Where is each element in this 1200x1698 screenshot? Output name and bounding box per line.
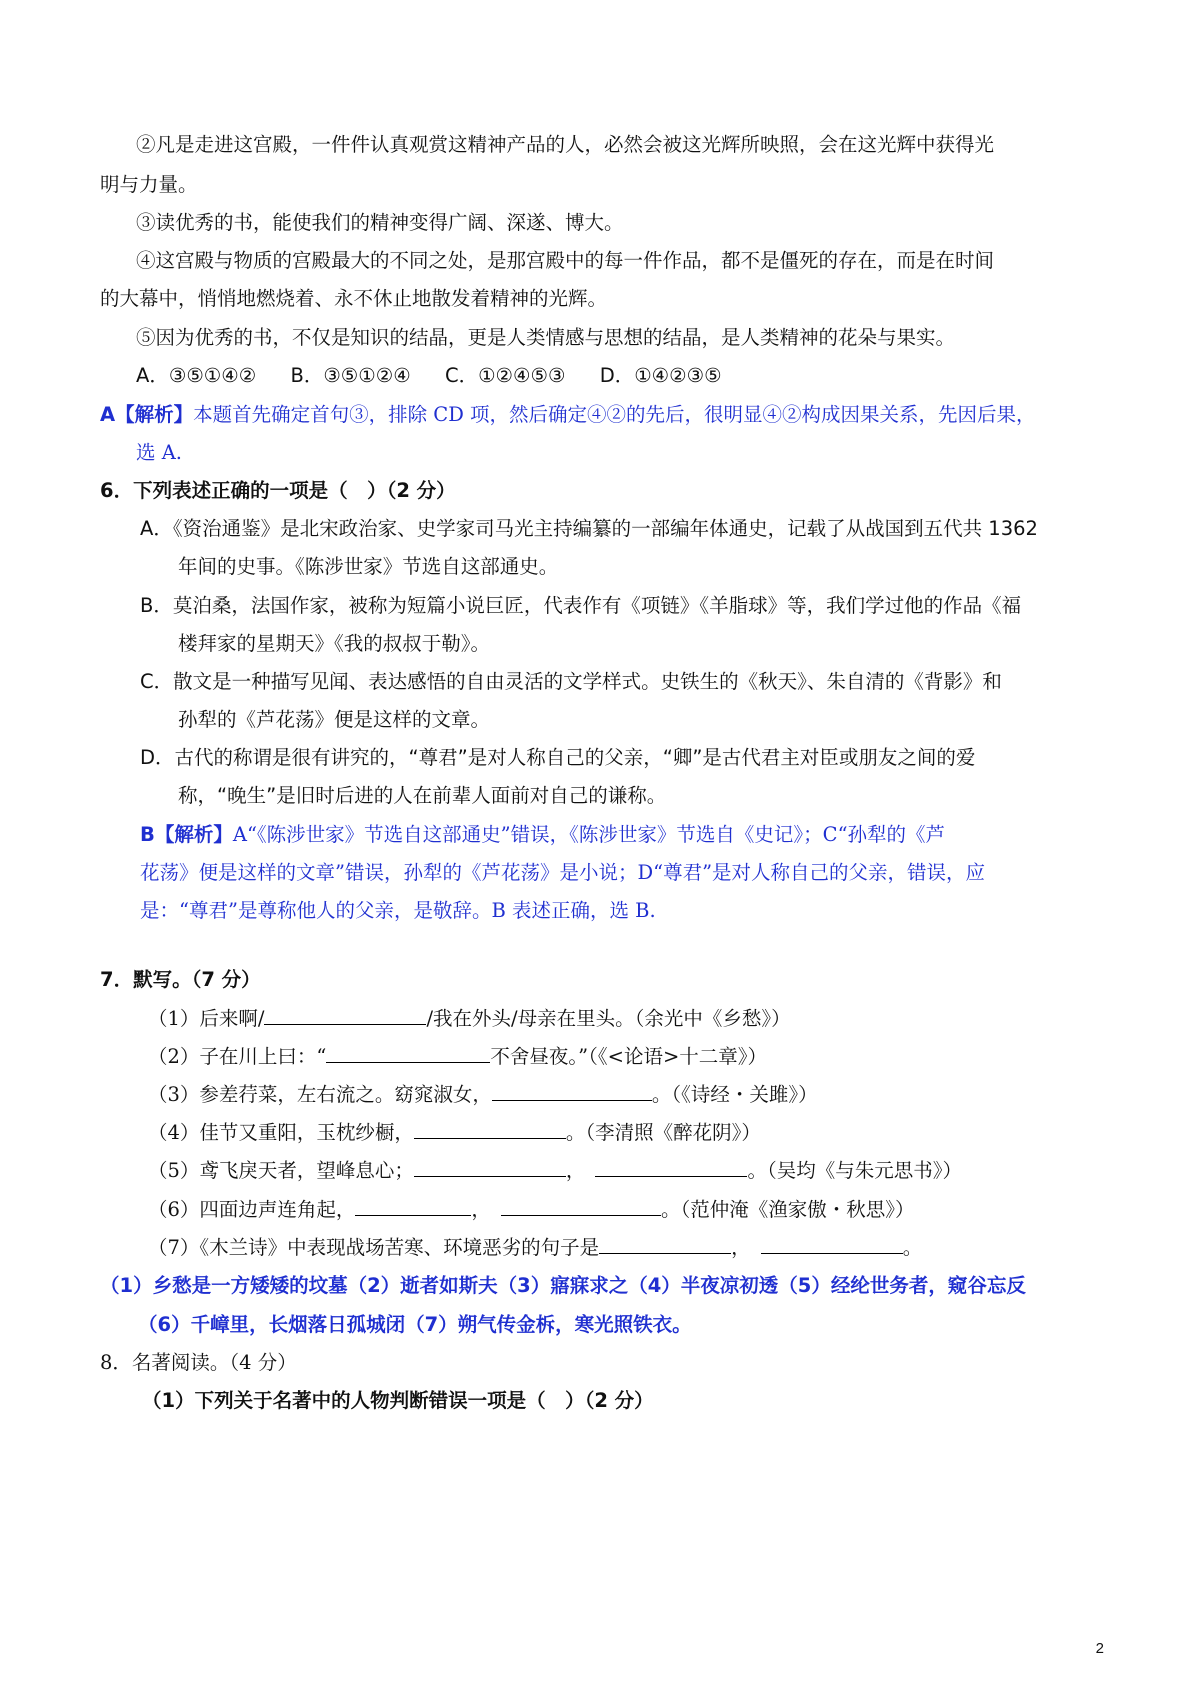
q6-option-b-cont: 楼拜家的星期天》《我的叔叔于勒》。 — [178, 632, 491, 655]
q6-option-a-cont: 年间的史事。《陈涉世家》节选自这部通史。 — [178, 555, 559, 578]
q7-line-7-prefix: （7）《木兰诗》中表现战场苦寒、环境恶劣的句子是 — [148, 1236, 600, 1259]
q7-line-1-suffix: /我在外头/母亲在里头。（余光中《乡愁》） — [426, 1007, 791, 1030]
q7-line-3-prefix: （3）参差荇菜，左右流之。窈窕淑女， — [148, 1083, 492, 1106]
q5-option-c: C．①②④⑤③ — [444, 364, 566, 387]
q8-title: 8．名著阅读。（4 分） — [100, 1351, 297, 1374]
sentence-item-2-cont: 明与力量。 — [100, 173, 198, 196]
q7-blank-6b[interactable] — [501, 1193, 661, 1216]
q5-options — [136, 356, 750, 396]
q7-blank-3[interactable] — [492, 1078, 652, 1101]
q7-line-1-prefix: （1）后来啊/ — [148, 1007, 265, 1030]
sentence-item-4-cont: 的大幕中，悄悄地燃烧着、永不休止地散发着精神的光辉。 — [100, 287, 608, 310]
q6-option-b: B．莫泊桑，法国作家，被称为短篇小说巨匠，代表作有《项链》《羊脂球》等，我们学过他的作品《福 — [140, 594, 1022, 617]
q7-line-5-comma: ， — [565, 1159, 586, 1182]
q5-analysis-body: 本题首先确定首句③，排除 CD 项，然后确定④②的先后，很明显④②构成因果关系，先因后果， — [193, 403, 1036, 426]
q6-analysis-body: A“《陈涉世家》节选自这部通史”错误，《陈涉世家》节选自《史记》；C“孙犁的《芦 — [232, 823, 946, 846]
q7-line-4-suffix: 。（李清照《醉花阴》） — [565, 1121, 761, 1144]
q7-line-2-suffix: 不舍昼夜。”（《<论语>十二章》） — [490, 1045, 768, 1068]
q7-line-1 — [148, 999, 791, 1039]
q6-option-c-cont: 孙犁的《芦花荡》便是这样的文章。 — [178, 708, 491, 731]
q7-line-6-prefix: （6）四面边声连角起， — [148, 1198, 356, 1221]
q7-line-5 — [148, 1151, 962, 1191]
q7-line-3-suffix: 。（《诗经・关雎》） — [651, 1083, 818, 1106]
q7-blank-7b[interactable] — [761, 1231, 903, 1254]
q7-line-2 — [148, 1037, 767, 1077]
q6-option-c: C．散文是一种描写见闻、表达感悟的自由灵活的文学样式。史铁生的《秋天》、朱自清的《背影》和 — [140, 670, 1002, 693]
q5-option-d: D．①④②③⑤ — [599, 364, 722, 387]
q7-blank-4[interactable] — [414, 1116, 566, 1139]
q5-option-a: A．③⑤①④② — [136, 364, 257, 387]
q7-blank-1[interactable] — [264, 1002, 426, 1025]
q6-analysis-cont2: 是：“尊君”是尊称他人的父亲，是敬辞。B 表述正确，选 B. — [140, 899, 656, 922]
q7-line-5-suffix: 。（吴均《与朱元思书》） — [747, 1159, 962, 1182]
q7-line-4 — [148, 1113, 761, 1153]
q8-sub1: （1）下列关于名著中的人物判断错误一项是（ ）（2 分） — [142, 1389, 654, 1412]
q6-option-d: D．古代的称谓是很有讲究的，“尊君”是对人称自己的父亲，“卿”是古代君主对臣或朋友之间的爱 — [140, 746, 976, 769]
q7-line-7 — [148, 1228, 922, 1268]
sentence-item-4: ④这宫殿与物质的宫殿最大的不同之处，是那宫殿中的每一件作品，都不是僵死的存在，而是在时间 — [136, 249, 995, 272]
q7-line-6 — [148, 1190, 914, 1230]
q7-blank-7a[interactable] — [599, 1231, 731, 1254]
q7-blank-5a[interactable] — [414, 1154, 566, 1177]
q7-blank-2[interactable] — [326, 1040, 490, 1063]
q7-line-5-prefix: （5）鸢飞戾天者，望峰息心； — [148, 1159, 414, 1182]
q5-analysis-head: A【解析】 — [100, 403, 194, 426]
q6-analysis-head: B【解析】 — [140, 823, 233, 846]
q5-option-b: B．③⑤①②④ — [290, 364, 411, 387]
q7-line-6-suffix: 。（范仲淹《渔家傲・秋思》） — [660, 1198, 915, 1221]
q5-analysis — [100, 395, 1036, 435]
sentence-item-3: ③读优秀的书，能使我们的精神变得广阔、深遂、博大。 — [136, 211, 624, 234]
q7-title: 7．默写。（7 分） — [100, 968, 261, 991]
q7-answer-cont: （6）千嶂里，长烟落日孤城闭（7）朔气传金柝，寒光照铁衣。 — [138, 1313, 692, 1336]
q7-line-7-suffix: 。 — [902, 1236, 923, 1259]
q6-analysis — [140, 815, 945, 855]
q7-line-4-prefix: （4）佳节又重阳，玉枕纱橱， — [148, 1121, 414, 1144]
q7-line-2-prefix: （2）子在川上曰：“ — [148, 1045, 327, 1068]
q7-answer: （1）乡愁是一方矮矮的坟墓（2）逝者如斯夫（3）寤寐求之（4）半夜凉初透（5）经纶世务者，窥谷忘反 — [100, 1274, 1026, 1297]
q7-line-7-comma: ， — [731, 1236, 751, 1259]
q6-option-a: A．《资治通鉴》是北宋政治家、史学家司马光主持编纂的一部编年体通史，记载了从战国到五代共 1362 — [140, 517, 1038, 540]
sentence-item-5: ⑤因为优秀的书，不仅是知识的结晶，更是人类情感与思想的结晶，是人类精神的花朵与果实。 — [136, 326, 956, 349]
q7-blank-5b[interactable] — [595, 1154, 747, 1177]
q6-title: 6．下列表述正确的一项是（ ）（2 分） — [100, 479, 456, 502]
page-number: 2 — [1095, 1640, 1104, 1657]
q5-analysis-cont: 选 A. — [136, 441, 182, 464]
q6-option-d-cont: 称，“晚生”是旧时后进的人在前辈人面前对自己的谦称。 — [178, 784, 667, 807]
q7-line-6-comma: ， — [471, 1198, 491, 1221]
q6-analysis-cont1: 花荡》便是这样的文章”错误，孙犁的《芦花荡》是小说；D“尊君”是对人称自己的父亲，错误，应 — [140, 861, 986, 884]
q7-line-3 — [148, 1075, 818, 1115]
sentence-item-2: ②凡是走进这宫殿，一件件认真观赏这精神产品的人，必然会被这光辉所映照，会在这光辉中获得光 — [136, 133, 995, 156]
q7-blank-6a[interactable] — [355, 1193, 471, 1216]
